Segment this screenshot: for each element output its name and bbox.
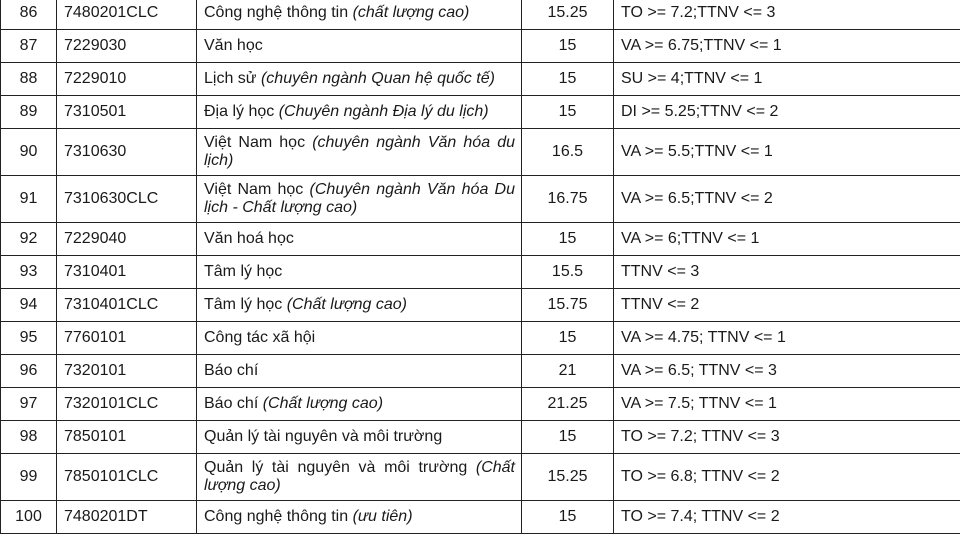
- program-name: Báo chí: [204, 395, 259, 412]
- program-code: 7310630CLC: [57, 176, 197, 223]
- program-code: 7480201CLC: [57, 0, 197, 30]
- program-name-cell: [197, 30, 522, 63]
- program-name: Báo chí: [204, 362, 259, 379]
- program-code: 7310401CLC: [57, 289, 197, 322]
- tiebreak-condition: SU >= 4;TTNV <= 1: [614, 63, 960, 96]
- program-name: Tâm lý học: [204, 263, 283, 280]
- cutoff-score: 15.5: [522, 256, 614, 289]
- program-name-cell: [197, 129, 522, 176]
- program-note: (Chất lượng cao): [204, 459, 515, 494]
- program-name-cell: [197, 176, 522, 223]
- cutoff-score: 15: [522, 322, 614, 355]
- row-number: 89: [1, 96, 57, 129]
- program-code: 7229010: [57, 63, 197, 96]
- program-note: (chuyên ngành Quan hệ quốc tế): [260, 70, 495, 87]
- tiebreak-condition: VA >= 6;TTNV <= 1: [614, 223, 960, 256]
- table-row: [1, 322, 960, 355]
- program-name: Công tác xã hội: [204, 329, 316, 346]
- program-name-cell: [197, 421, 522, 454]
- program-code: 7229030: [57, 30, 197, 63]
- cutoff-score: 15: [522, 96, 614, 129]
- tiebreak-condition: TO >= 7.2; TTNV <= 3: [614, 421, 960, 454]
- table-row: [1, 30, 960, 63]
- program-note: (Chuyên ngành Văn hóa Du lịch - Chất lượng cao): [204, 181, 516, 216]
- program-note: (chất lượng cao): [352, 4, 470, 21]
- table-row: [1, 388, 960, 421]
- program-name: Lịch sử: [204, 70, 257, 87]
- program-note: (chuyên ngành Văn hóa du lịch): [204, 134, 515, 169]
- program-code: 7229040: [57, 223, 197, 256]
- program-name-cell: [197, 256, 522, 289]
- program-code: 7320101: [57, 355, 197, 388]
- cutoff-score: 15: [522, 501, 614, 534]
- program-name-cell: [197, 454, 522, 501]
- program-name-cell: [197, 63, 522, 96]
- tiebreak-condition: VA >= 5.5;TTNV <= 1: [614, 129, 960, 176]
- tiebreak-condition: VA >= 6.75;TTNV <= 1: [614, 30, 960, 63]
- program-name: Văn học: [204, 37, 263, 54]
- cutoff-score: 16.5: [522, 129, 614, 176]
- table-row: [1, 421, 960, 454]
- row-number: 96: [1, 355, 57, 388]
- tiebreak-condition: TO >= 6.8; TTNV <= 2: [614, 454, 960, 501]
- cutoff-score: 15: [522, 421, 614, 454]
- row-number: 97: [1, 388, 57, 421]
- row-number: 87: [1, 30, 57, 63]
- table-row: [1, 256, 960, 289]
- table-row: [1, 63, 960, 96]
- row-number: 95: [1, 322, 57, 355]
- cutoff-score: 16.75: [522, 176, 614, 223]
- row-number: 90: [1, 129, 57, 176]
- cutoff-score: 21: [522, 355, 614, 388]
- program-code: 7850101: [57, 421, 197, 454]
- cutoff-score: 15.75: [522, 289, 614, 322]
- program-name-cell: [197, 96, 522, 129]
- program-name-cell: [197, 322, 522, 355]
- program-name-cell: [197, 0, 522, 30]
- row-number: 100: [1, 501, 57, 534]
- program-name-cell: [197, 289, 522, 322]
- row-number: 91: [1, 176, 57, 223]
- tiebreak-condition: TO >= 7.4; TTNV <= 2: [614, 501, 960, 534]
- tiebreak-condition: TTNV <= 2: [614, 289, 960, 322]
- row-number: 94: [1, 289, 57, 322]
- program-name: Văn hoá học: [204, 230, 294, 247]
- table-row: [1, 501, 960, 534]
- tiebreak-condition: TTNV <= 3: [614, 256, 960, 289]
- row-number: 88: [1, 63, 57, 96]
- program-code: 7480201DT: [57, 501, 197, 534]
- program-code: 7320101CLC: [57, 388, 197, 421]
- tiebreak-condition: VA >= 6.5; TTNV <= 3: [614, 355, 960, 388]
- program-name-cell: [197, 355, 522, 388]
- row-number: 99: [1, 454, 57, 501]
- table-row: [1, 0, 960, 30]
- row-number: 86: [1, 0, 57, 30]
- tiebreak-condition: VA >= 4.75; TTNV <= 1: [614, 322, 960, 355]
- program-name-cell: [197, 388, 522, 421]
- tiebreak-condition: VA >= 6.5;TTNV <= 2: [614, 176, 960, 223]
- program-name: Tâm lý học: [204, 296, 283, 313]
- table-row: [1, 176, 960, 223]
- program-note: (Chất lượng cao): [262, 395, 384, 412]
- program-name: Việt Nam học: [204, 181, 304, 198]
- table-row: [1, 129, 960, 176]
- tiebreak-condition: TO >= 7.2;TTNV <= 3: [614, 0, 960, 30]
- cutoff-score: 21.25: [522, 388, 614, 421]
- table-row: [1, 289, 960, 322]
- program-name-cell: [197, 501, 522, 534]
- program-note: (Chuyên ngành Địa lý du lịch): [278, 103, 489, 120]
- program-name-cell: [197, 223, 522, 256]
- program-note: (ưu tiên): [352, 508, 413, 525]
- table-row: [1, 355, 960, 388]
- program-name: Công nghệ thông tin: [204, 508, 349, 525]
- program-code: 7850101CLC: [57, 454, 197, 501]
- table-body: [1, 0, 960, 534]
- table-row: [1, 96, 960, 129]
- program-note: (Chất lượng cao): [286, 296, 408, 313]
- program-code: 7310630: [57, 129, 197, 176]
- table-row: [1, 223, 960, 256]
- program-name: Quản lý tài nguyên và môi trường: [204, 459, 468, 476]
- cutoff-score: 15.25: [522, 0, 614, 30]
- row-number: 98: [1, 421, 57, 454]
- cutoff-score: 15.25: [522, 454, 614, 501]
- table-row: [1, 454, 960, 501]
- tiebreak-condition: VA >= 7.5; TTNV <= 1: [614, 388, 960, 421]
- program-name: Công nghệ thông tin: [204, 4, 349, 21]
- cutoff-score: 15: [522, 30, 614, 63]
- program-code: 7760101: [57, 322, 197, 355]
- program-name: Quản lý tài nguyên và môi trường: [204, 428, 443, 445]
- cutoff-score: 15: [522, 223, 614, 256]
- program-code: 7310401: [57, 256, 197, 289]
- cutoff-score: 15: [522, 63, 614, 96]
- program-name: Việt Nam học: [204, 134, 306, 151]
- program-name: Địa lý học: [204, 103, 275, 120]
- tiebreak-condition: DI >= 5.25;TTNV <= 2: [614, 96, 960, 129]
- program-code: 7310501: [57, 96, 197, 129]
- row-number: 92: [1, 223, 57, 256]
- row-number: 93: [1, 256, 57, 289]
